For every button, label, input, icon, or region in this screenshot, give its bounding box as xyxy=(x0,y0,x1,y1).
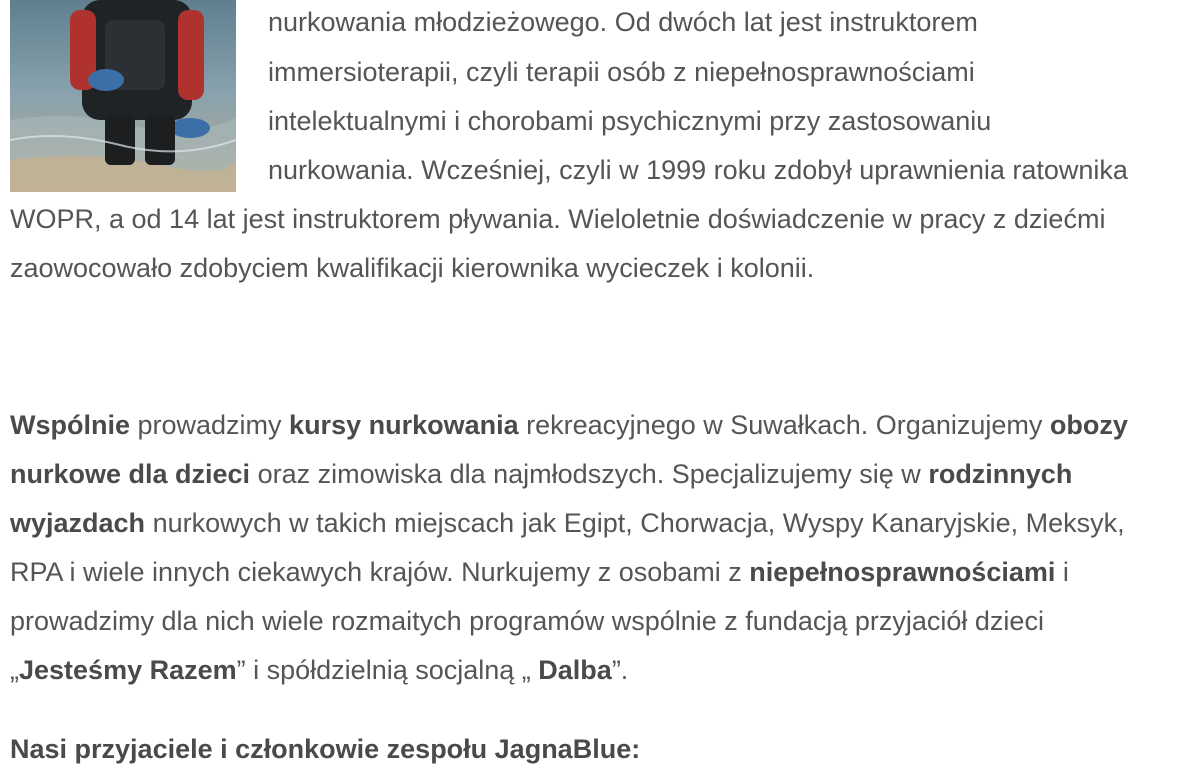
about-text: rekreacyjnego w Suwałkach. Organizujemy xyxy=(518,410,1050,440)
about-line-4 xyxy=(10,555,1069,589)
about-line-3 xyxy=(10,506,1125,540)
about-text: oraz zimowiska dla najmłodszych. Specjalizujemy się w xyxy=(250,459,929,489)
about-text: ”. xyxy=(611,655,629,685)
bio-line-5: WOPR, a od 14 lat jest instruktorem pływania. Wieloletnie doświadczenie w pracy z dziećmi xyxy=(10,204,1106,234)
bio-line-1: nurkowania młodzieżowego. Od dwóch lat jest instruktorem xyxy=(268,7,978,37)
about-line-2 xyxy=(10,457,1072,491)
diver-illustration xyxy=(10,0,236,192)
team-heading-text: Nasi przyjaciele i członkowie zespołu JagnaBlue: xyxy=(10,734,641,764)
about-strong-niepelnosprawnosciami: niepełnosprawnościami xyxy=(749,557,1056,587)
about-strong-wspolnie: Wspólnie xyxy=(10,410,130,440)
about-strong-dalba: Dalba xyxy=(538,655,612,685)
diver-photo xyxy=(10,0,236,192)
bio-line-3: intelektualnymi i chorobami psychicznymi przy zastosowaniu xyxy=(268,106,992,136)
about-line-1 xyxy=(10,408,1128,442)
about-line-6 xyxy=(10,653,628,687)
team-heading xyxy=(10,732,640,766)
about-text: RPA i wiele innych ciekawych krajów. Nurkujemy z osobami z xyxy=(10,557,750,587)
about-text: ” i spółdzielnią socjalną „ xyxy=(236,655,539,685)
about-strong-kursy: kursy nurkowania xyxy=(289,410,519,440)
about-strong-rodzinnych: rodzinnych xyxy=(928,459,1073,489)
bio-line-4: nurkowania. Wcześniej, czyli w 1999 roku zdobył uprawnienia ratownika xyxy=(268,155,1128,185)
about-text: prowadzimy dla nich wiele rozmaitych programów wspólnie z fundacją przyjaciół dzieci xyxy=(10,606,1044,636)
bio-line-6: zaowocowało zdobyciem kwalifikacji kierownika wycieczek i kolonii. xyxy=(10,253,815,283)
about-text: nurkowych w takich miejscach jak Egipt, Chorwacja, Wyspy Kanaryjskie, Meksyk, xyxy=(145,508,1125,538)
about-text: prowadzimy xyxy=(130,410,290,440)
about-strong-jestesmy-razem: Jesteśmy Razem xyxy=(19,655,237,685)
about-strong-obozy: obozy xyxy=(1049,410,1128,440)
about-line-5 xyxy=(10,604,1044,638)
about-text: i xyxy=(1055,557,1069,587)
about-text: „ xyxy=(10,655,19,685)
about-strong-wyjazdach: wyjazdach xyxy=(10,508,146,538)
bio-line-2: immersioterapii, czyli terapii osób z niepełnosprawnościami xyxy=(268,57,975,87)
about-strong-nurkowe: nurkowe dla dzieci xyxy=(10,459,251,489)
